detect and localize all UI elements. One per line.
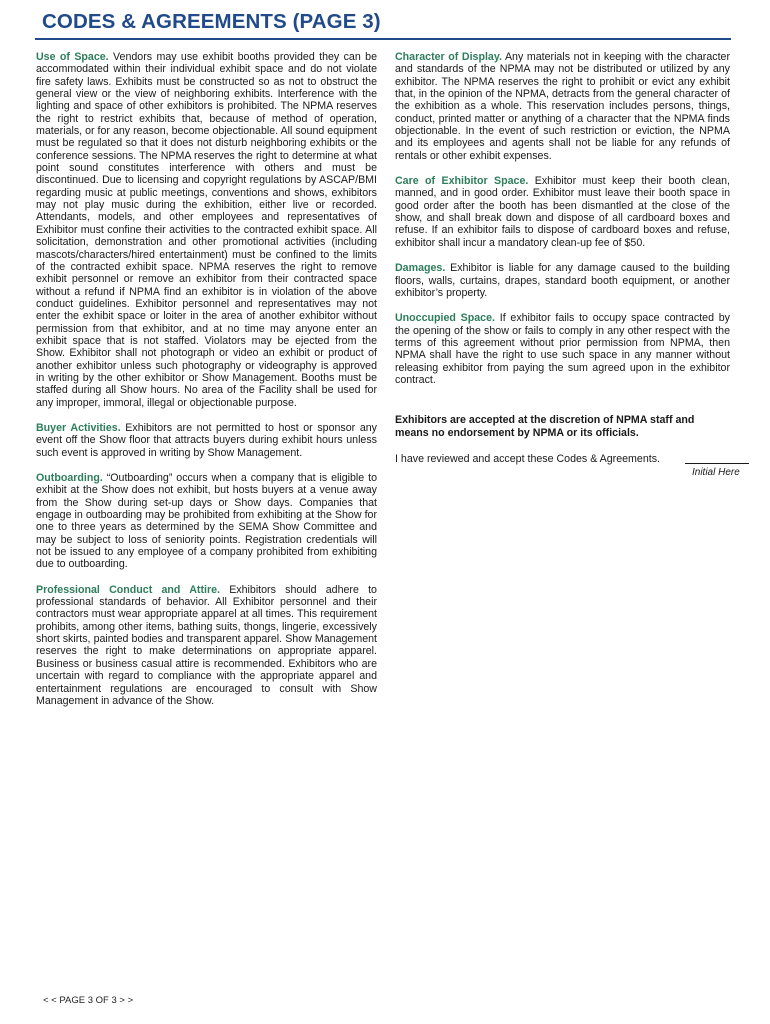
section-heading: Buyer Activities. xyxy=(36,421,121,434)
section-heading: Damages. xyxy=(395,262,446,275)
left-column xyxy=(36,51,377,720)
section-care-of-space xyxy=(395,175,730,249)
section-damages xyxy=(395,262,730,299)
initial-label: Initial Here xyxy=(692,466,740,478)
acceptance-row xyxy=(395,452,740,481)
title-divider xyxy=(35,38,731,40)
section-body: Exhibitors are not permitted to host or sponsor any event off the Show floor that attracts buyers during exhibit hours unless such event is approved in writing by Show Management. xyxy=(36,421,377,459)
section-body: If exhibitor fails to occupy space contracted by the opening of the show or fails to comply in any other respect with the terms of this agreement without prior permission from NPMA, then NPMA shall have the right to use such space in any manner without releasing exhibitor from paying the sum agreed upon in the exhibitor contract. xyxy=(395,312,731,386)
initial-field[interactable] xyxy=(685,463,749,464)
section-use-of-space xyxy=(36,51,377,409)
section-body: Exhibitors should adhere to professional standards of behavior. All Exhibitor personnel and their contractors must wear appropriate apparel at all times. This requirement prohibits, among other items, bathing suits, thongs, lingerie, excessively short skirts, painted bodies and transparent apparel. Show Management reserves the right to make determinations on appropriate apparel. Business or business casual attire is recommended. Exhibitors who are uncertain with regard to compliance with the appropriate apparel and entertainment regulations are encouraged to consult with Show Management in advance of the Show. xyxy=(36,583,377,707)
section-heading: Character of Display. xyxy=(395,51,502,63)
acceptance-statement: I have reviewed and accept these Codes & Agreements. xyxy=(395,452,660,465)
section-body: Any materials not in keeping with the character and standards of the NPMA may not be distributed or utilized by any exhibitor. The NPMA reserves the right to prohibit or evict any exhibit that, in the opinion of the NPMA, detracts from the general character of the exhibition as a whole. This reservation includes persons, things, conduct, printed matter or anything of a character that the NPMA finds objectionable. In the event of such restriction or eviction, the NPMA and its employees and agents shall not be liable for any refunds of rentals or other exhibit expenses. xyxy=(395,51,730,162)
endorsement-notice: Exhibitors are accepted at the discretion of NPMA staff and means no endorsement by NPMA or its officials. xyxy=(395,414,695,439)
section-heading: Professional Conduct and Attire. xyxy=(36,583,220,596)
section-outboarding xyxy=(36,472,377,571)
section-character-of-display xyxy=(395,51,730,162)
section-body: Exhibitor is liable for any damage caused to the building floors, walls, curtains, drapes, standard booth equipment, or another exhibitor’s property. xyxy=(395,262,730,299)
section-heading: Care of Exhibitor Space. xyxy=(395,175,529,188)
section-buyer-activities xyxy=(36,422,377,459)
section-professional-conduct xyxy=(36,584,377,707)
section-body: “Outboarding” occurs when a company that is eligible to exhibit at the Show does not exhibit, but hosts buyers at a venue away from the Show during set-up days or Show days. Companies that engage in outboarding may be prohibited from exhibiting at the Show for one to three years as determined by the SEMA Show Committee and may be subject to loss of seniority points. Registration credentials will not be issued to any employee of a company prohibited from exhibiting due to outboarding. xyxy=(36,472,377,571)
section-body: Vendors may use exhibit booths provided they can be accommodated within their individual exhibit space and do not violate fire safety laws. Exhibits must be constructed so as not to obstruct the general view or the view of neighboring exhibits. Interference with the lighting and space of other exhibitors is prohibited. The NPMA reserves the right to restrict exhibits that, because of method of operation, materials, or for any reason, become objectionable. All sound equipment must be regulated so that it does not disturb neighboring exhibits or the conference sessions. The NPMA reserves the right to determine at what point sound constitutes interference with others and must be discontinued. Due to licensing and copyright regulations by ASCAP/BMI regarding music at public meetings, conventions and shows, exhibitors may not play music during the exhibition, either live or recorded. Attendants, models, and other employees and representatives of Exhibitor must confine their activities to the contracted exhibit space. All solicitation, demonstration and other promotional activities (including mascots/characters/hired entertainment) must be confined to the limits of the contracted exhibit space. NPMA reserves the right to remove exhibit personnel or remove an exhibitor from their contracted space without a refund if NPMA find an exhibitor is in violation of the above conduct guidelines. Exhibitor personnel and representatives may not enter the exhibit space or loiter in the area of another exhibitor without permission from that exhibitor, and at no time may anyone enter an exhibit space that is not staffed. Violators may be ejected from the Show. Exhibitor shall not photograph or video an exhibit or product of another exhibitor unless such photography or videography is approved in writing by the other exhibitor or Show Management. Booths must be staffed during all Show hours. No area of the Facility shall be used for any improper, immoral, illegal or objectionable purpose. xyxy=(36,51,377,409)
right-column xyxy=(395,51,740,481)
page-title: CODES & AGREEMENTS (PAGE 3) xyxy=(42,10,381,33)
section-unoccupied-space xyxy=(395,312,730,386)
section-heading: Unoccupied Space. xyxy=(395,312,495,325)
section-heading: Outboarding. xyxy=(36,472,103,484)
section-body: Exhibitor must keep their booth clean, manned, and in good order. Exhibitor must leave their booth space in good order after the booth has been dismantled at the close of the show, and shall break down and dispose of all cardboard boxes and refuse. If an exhibitor fails to dispose of cardboard boxes and refuse, exhibitor shall incur a mandatory clean-up fee of $50. xyxy=(395,175,730,249)
page-footer: < < PAGE 3 OF 3 > > xyxy=(43,995,134,1006)
section-heading: Use of Space. xyxy=(36,51,109,63)
